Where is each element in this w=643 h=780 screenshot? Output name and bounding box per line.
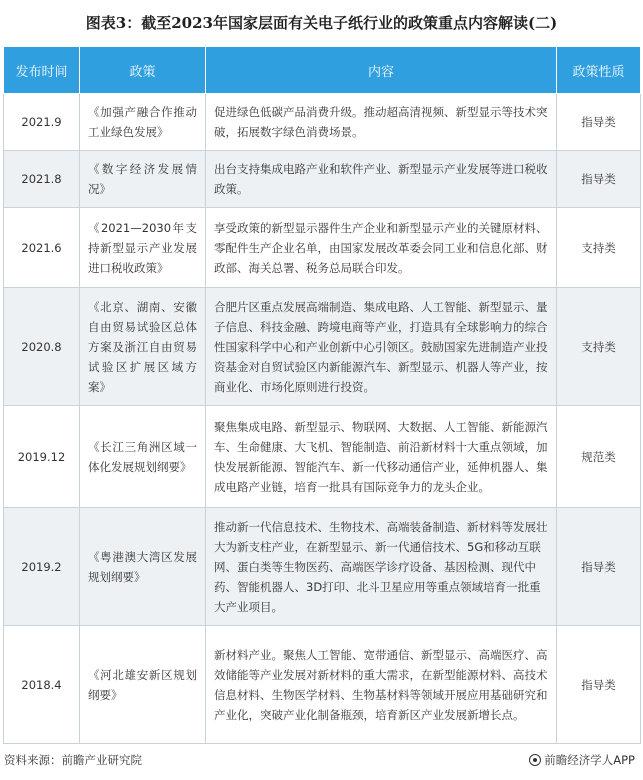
chart-title: 图表3：截至2023年国家层面有关电子纸行业的政策重点内容解读(二): [85, 14, 558, 32]
qianzhan-logo-icon: [529, 754, 541, 766]
brand: [529, 752, 635, 768]
table-row: [4, 406, 641, 508]
table-row: [4, 94, 641, 151]
policy-table: [3, 46, 641, 744]
cell-date: 2021.6: [4, 208, 80, 288]
cell-nature: 支持类: [557, 208, 641, 288]
cell-content: 新材料产业。聚焦人工智能、宽带通信、新型显示、高端医疗、高效储能等产业发展对新材料的重大需求，在新型能源材料、高技术信息材料、生物医学材料、生物基材料等领域开展应用基础研究和产业化，突破产业化制备瓶颈，培育新区产业发展新增长点。: [206, 626, 557, 744]
table-row: [4, 508, 641, 626]
cell-policy: 《数字经济发展情况》: [80, 151, 206, 208]
cell-content: 合肥片区重点发展高端制造、集成电路、人工智能、新型显示、量子信息、科技金融、跨境电商等产业，打造具有全球影响力的综合性国家科学中心和产业创新中心引领区。鼓励国家先进制造产业投资基金对自贸试验区内新能源汽车、新型显示、机器人等产业，按商业化、市场化原则进行投资。: [206, 288, 557, 406]
cell-policy: 《粤港澳大湾区发展规划纲要》: [80, 508, 206, 626]
cell-nature: 指导类: [557, 151, 641, 208]
cell-date: 2021.8: [4, 151, 80, 208]
header-content: 内容: [206, 47, 557, 94]
footer: [0, 752, 643, 774]
cell-policy: 《河北雄安新区规划纲要》: [80, 626, 206, 744]
cell-nature: 指导类: [557, 94, 641, 151]
cell-policy: 《北京、湖南、安徽自由贸易试验区总体方案及浙江自由贸易试验区扩展区域方案》: [80, 288, 206, 406]
header-date: 发布时间: [4, 47, 80, 94]
cell-nature: 支持类: [557, 288, 641, 406]
cell-nature: 指导类: [557, 508, 641, 626]
table-row: [4, 626, 641, 744]
table-row: [4, 208, 641, 288]
cell-date: 2018.4: [4, 626, 80, 744]
cell-policy: 《2021—2030年支持新型显示产业发展进口税收政策》: [80, 208, 206, 288]
table-header-row: [4, 47, 641, 94]
cell-policy: 《长江三角洲区域一体化发展规划纲要》: [80, 406, 206, 508]
cell-content: 享受政策的新型显示器件生产企业和新型显示产业的关键原材料、零配件生产企业名单，由国家发展改革委会同工业和信息化部、财政部、海关总署、税务总局联合印发。: [206, 208, 557, 288]
cell-nature: 指导类: [557, 626, 641, 744]
source-note: 资料来源：前瞻产业研究院: [4, 753, 142, 767]
cell-date: 2020.8: [4, 288, 80, 406]
header-policy: 政策: [80, 47, 206, 94]
cell-content: 推动新一代信息技术、生物技术、高端装备制造、新材料等发展壮大为新支柱产业，在新型显示、新一代通信技术、5G和移动互联网、蛋白类等生物医药、高端医学诊疗设备、基因检测、现代中药、智能机器人、3D打印、北斗卫星应用等重点领域培育一批重大产业项目。: [206, 508, 557, 626]
cell-policy: 《加强产融合作推动工业绿色发展》: [80, 94, 206, 151]
table-row: [4, 151, 641, 208]
cell-content: 出台支持集成电路产业和软件产业、新型显示产业发展等进口税收政策。: [206, 151, 557, 208]
brand-label: 前瞻经济学人APP: [544, 753, 635, 767]
cell-date: 2019.2: [4, 508, 80, 626]
table-row: [4, 288, 641, 406]
cell-nature: 规范类: [557, 406, 641, 508]
cell-content: 促进绿色低碳产品消费升级。推动超高清视频、新型显示等技术突破，拓展数字绿色消费场景。: [206, 94, 557, 151]
cell-content: 聚焦集成电路、新型显示、物联网、大数据、人工智能、新能源汽车、生命健康、大飞机、智能制造、前沿新材料十大重点领域，加快发展新能源、智能汽车、新一代移动通信产业，延伸机器人、集成电路产业链，培育一批具有国际竞争力的龙头企业。: [206, 406, 557, 508]
cell-date: 2019.12: [4, 406, 80, 508]
cell-date: 2021.9: [4, 94, 80, 151]
header-nature: 政策性质: [557, 47, 641, 94]
